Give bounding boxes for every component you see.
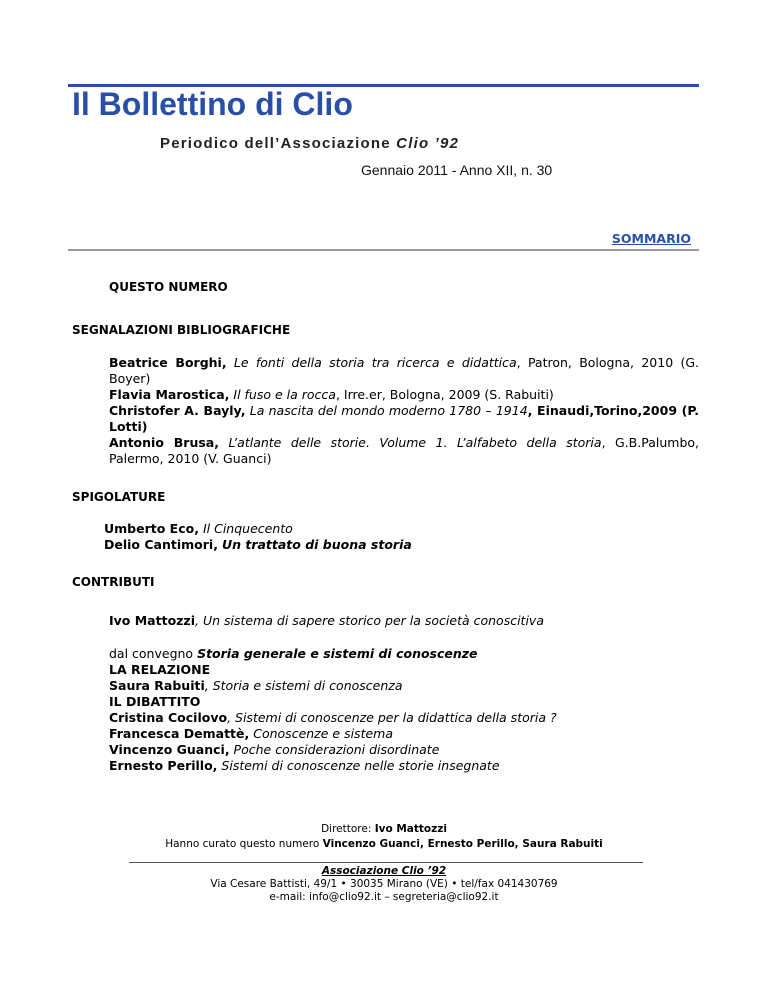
footer-association: Associazione Clio ’92 (321, 865, 447, 877)
section-questo-numero: QUESTO NUMERO (109, 280, 228, 294)
footer-direttore: Direttore: Ivo Mattozzi (321, 823, 447, 835)
subtitle (160, 135, 459, 152)
sommario-heading: SOMMARIO (611, 231, 691, 246)
bibliography-list (109, 355, 699, 467)
footer-curato: Hanno curato questo numero Vincenzo Guanci, Ernesto Perillo, Saura Rabuiti (165, 838, 603, 850)
contributi-list (109, 613, 699, 774)
contributo-item: Saura Rabuiti, Storia e sistemi di conoscenza (109, 678, 403, 693)
dibattito-label: IL DIBATTITO (109, 694, 201, 709)
convegno-line: dal convegno Storia generale e sistemi di conoscenze (109, 646, 478, 661)
spigolature-item: Umberto Eco, Il Cinquecento (104, 521, 293, 536)
bibliography-item: Flavia Marostica, Il fuso e la rocca, Irre.er, Bologna, 2009 (S. Rabuiti) (109, 387, 554, 402)
subtitle-association-name: Clio ’92 (396, 135, 460, 152)
footer-email: e-mail: info@clio92.it – segreteria@clio92.it (269, 891, 499, 903)
page-title: Il Bollettino di Clio (72, 86, 353, 122)
section-spigolature: SPIGOLATURE (72, 490, 166, 504)
relazione-label: LA RELAZIONE (109, 662, 211, 677)
contributo-item: Vincenzo Guanci, Poche considerazioni disordinate (109, 742, 440, 757)
section-segnalazioni: SEGNALAZIONI BIBLIOGRAFICHE (72, 323, 291, 337)
contributo-item: Cristina Cocilovo, Sistemi di conoscenze per la didattica della storia ? (109, 710, 557, 725)
footer-rule (129, 862, 643, 863)
bibliography-item: Antonio Brusa, L’atlante delle storie. Volume 1. L’alfabeto della storia, G.B.Palumbo, Palermo, 2010 (V. Guanci) (109, 435, 699, 466)
bibliography-item: Beatrice Borghi, Le fonti della storia tra ricerca e didattica, Patron, Bologna, 2010 (G. Boyer) (109, 355, 699, 386)
sommario-rule (68, 249, 699, 251)
section-contributi: CONTRIBUTI (72, 575, 155, 589)
bibliography-item: Christofer A. Bayly, La nascita del mondo moderno 1780 – 1914, Einaudi,Torino,2009 (P. Lotti) (109, 403, 699, 434)
contributo-item: Francesca Demattè, Conoscenze e sistema (109, 726, 393, 741)
spigolature-list (104, 521, 412, 553)
issue-date: Gennaio 2011 - Anno XII, n. 30 (361, 162, 553, 178)
spigolature-item: Delio Cantimori, Un trattato di buona storia (104, 537, 412, 552)
contributo-item: Ivo Mattozzi, Un sistema di sapere storico per la società conoscitiva (109, 613, 544, 628)
subtitle-prefix: Periodico dell’Associazione (160, 135, 391, 152)
contributo-item: Ernesto Perillo, Sistemi di conoscenze nelle storie insegnate (109, 758, 500, 773)
footer-address: Via Cesare Battisti, 49/1 • 30035 Mirano (VE) • tel/fax 041430769 (210, 878, 558, 890)
